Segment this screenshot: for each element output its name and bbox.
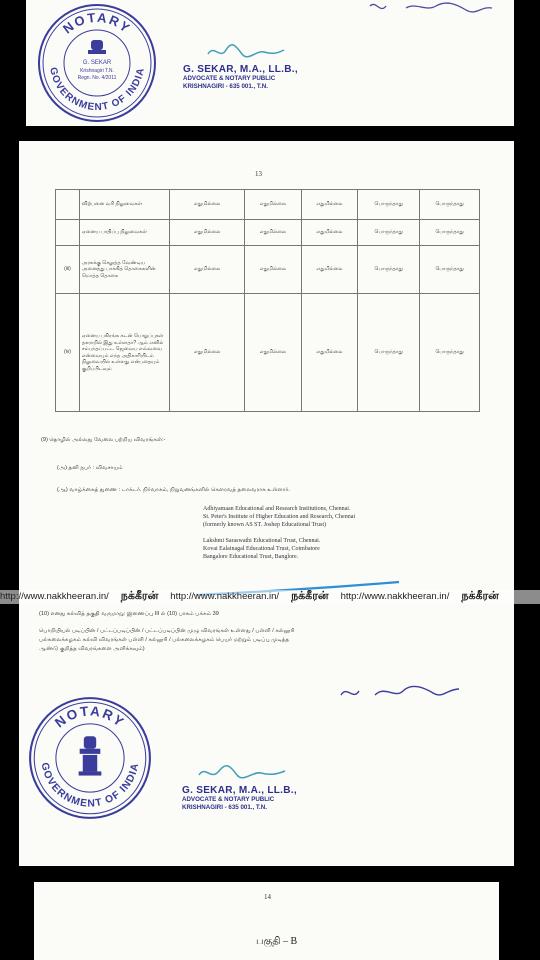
value-cell: எதுமில்லை [245, 190, 302, 220]
institution-line: (formerly known AS ST. Joshep Educational Trust) [203, 522, 327, 528]
row-number-cell [56, 220, 80, 246]
notary-title: ADVOCATE & NOTARY PUBLIC [183, 75, 276, 82]
row-label-cell: ஏனைய பாதிப்பு நிலுவைகள் [79, 220, 169, 246]
notary-address: KRISHNAGIRI - 635 001., T.N. [183, 83, 268, 90]
value-cell: எதுமில்லை [170, 190, 245, 220]
value-cell: எதுமில்லை [245, 220, 302, 246]
section-9-heading: (9) தொழில் அல்லது வேலை பற்றிய விவரங்கள்:- [41, 437, 166, 443]
table-row [56, 220, 480, 246]
notary-address: KRISHNAGIRI - 635 001., T.N. [182, 804, 267, 811]
value-cell: எதுமில்லை [301, 246, 358, 294]
occupation-spouse: (ஆ) வாழ்க்கைத் துணை : டாக்டர். நிர்வாகம், நிறுவனங்களில் கௌரவத் தலைவராக உள்ளார். [57, 487, 290, 493]
row-label-cell: அரசுக்கு செலுத்த வேண்டிய அனைத்து பாக்கித் தொகைகளின் மொத்த தொகை [79, 246, 169, 294]
notary-stamp-block [183, 64, 298, 91]
value-cell: எதுமில்லை [301, 294, 358, 412]
institution-line: Bangalore Educational Trust, Banglore. [203, 554, 299, 560]
page-number: 14 [264, 893, 271, 901]
paragraph-line: ஆண்டு குறித்த விவரங்களை அளிக்கவும்) [39, 646, 145, 652]
document-page-top [26, 0, 514, 126]
watermark-logo: நக்கீரன் [291, 590, 329, 602]
watermark-url: http://www.nakkheeran.in/ [0, 591, 109, 602]
value-cell: பொருந்தாது [420, 220, 480, 246]
value-cell: எதுமில்லை [170, 294, 245, 412]
svg-text:NOTARY [60, 10, 134, 37]
watermark-logo: நக்கீரன் [461, 590, 499, 602]
liabilities-table [55, 189, 480, 412]
notary-name: G. SEKAR, M.A., LL.B., [182, 785, 297, 796]
value-cell: எதுமில்லை [245, 294, 302, 412]
watermark-url: http://www.nakkheeran.in/ [340, 591, 450, 602]
notary-name: G. SEKAR, M.A., LL.B., [183, 64, 298, 75]
row-label-cell: விற்பனை வரி நிலுவைகள் [79, 190, 169, 220]
notary-seal [27, 695, 153, 821]
notary-title: ADVOCATE & NOTARY PUBLIC [182, 796, 275, 803]
value-cell: எதுமில்லை [170, 246, 245, 294]
page-number: 13 [255, 170, 262, 178]
institution-line: Adhiyamaan Educational and Research Institutions, Chennai. [203, 506, 351, 512]
part-heading: பகுதி – B [256, 936, 298, 947]
seal-ring-bottom: GOVERNMENT OF INDIA [38, 761, 142, 810]
value-cell: எதுமில்லை [301, 190, 358, 220]
document-page-bottom [34, 882, 499, 960]
value-cell: பொருந்தாது [358, 294, 420, 412]
seal-ring-bottom: GOVERNMENT OF INDIA [47, 66, 147, 114]
notary-stamp-block [182, 785, 297, 812]
seal-ring-top: NOTARY [52, 703, 128, 731]
row-number-cell [56, 190, 80, 220]
occupation-self: (அ) தனி நபர் : விவசாயம் [57, 465, 123, 471]
document-page-main [19, 141, 514, 866]
value-cell: பொருந்தாது [420, 294, 480, 412]
value-cell: பொருந்தாது [420, 246, 480, 294]
notary-signature [206, 40, 286, 64]
value-cell: எதுமில்லை [170, 220, 245, 246]
notary-signature [197, 761, 287, 785]
paragraph-line: பல்கலைக்கழகம் கல்வி விவரங்கள் பள்ளி / கல்லூரி / பல்கலைக்கழகம் பெயர் மற்றும் படிப்பு முடித்த [39, 637, 290, 643]
institution-line: St. Peter's Institute of Higher Education and Research, Chennai [203, 514, 356, 520]
nakkheeran-watermark [0, 590, 540, 604]
value-cell: பொருந்தாது [358, 190, 420, 220]
institution-line: Lakshmi Saraswathi Educational Trust, Chennai. [203, 538, 321, 544]
watermark-logo: நக்கீரன் [120, 590, 159, 602]
table-row [56, 190, 480, 220]
signature-top-right [366, 0, 496, 16]
notary-seal [36, 2, 158, 124]
value-cell: எதுமில்லை [245, 246, 302, 294]
row-number-cell: (iii) [56, 246, 80, 294]
signature-right [337, 681, 462, 705]
watermark-url: http://www.nakkheeran.in/ [170, 591, 280, 602]
institution-line [203, 529, 355, 537]
seal-ring-top: NOTARY [59, 9, 135, 37]
education-paragraph [39, 627, 295, 654]
value-cell: பொருந்தாது [358, 246, 420, 294]
table-row [56, 246, 480, 294]
value-cell: பொருந்தாது [420, 190, 480, 220]
svg-text:NOTARY [52, 703, 128, 730]
row-label-cell: ஏனைய பகிரங்க கடன் பொறுப்புகள் தகராறில் இது உள்ளதா? ஆம் எனில் சம்பந்தப்பட்ட ஜெவைய எவ்வவை என்வையும் எந்த அதிகாரியிடம் நிலுவையில் உள்ளது என்பதையும் குறிப்பிடவும் [79, 294, 169, 412]
value-cell: எதுமில்லை [301, 220, 358, 246]
row-number-cell: (iv) [56, 294, 80, 412]
institution-line: Kovai Ealainagal Educational Trust, Coimbatore [203, 546, 320, 552]
value-cell: பொருந்தாது [358, 220, 420, 246]
seal-center-line-1: G. SEKAR [82, 60, 112, 66]
seal-center-line-3: Regn. No. 4/2011 [77, 75, 117, 81]
table-row [56, 294, 480, 412]
seal-center-line-2: Krishnagiri T.N. [80, 68, 114, 74]
institutions-list [203, 505, 355, 561]
education-line: (10) எனது கல்வித் தகுதி வருமாறு: இணைப்பு III ல் (10) பாகம் பக்கம் 39 [39, 611, 219, 617]
paragraph-line: பொறியியல் படிப்பின் / பட்டப்படிப்பின் / பட்டப்படிப்பின் முழு விவரங்கள் உள்ளது / பள்ளி / கல்லூரி [39, 628, 295, 634]
